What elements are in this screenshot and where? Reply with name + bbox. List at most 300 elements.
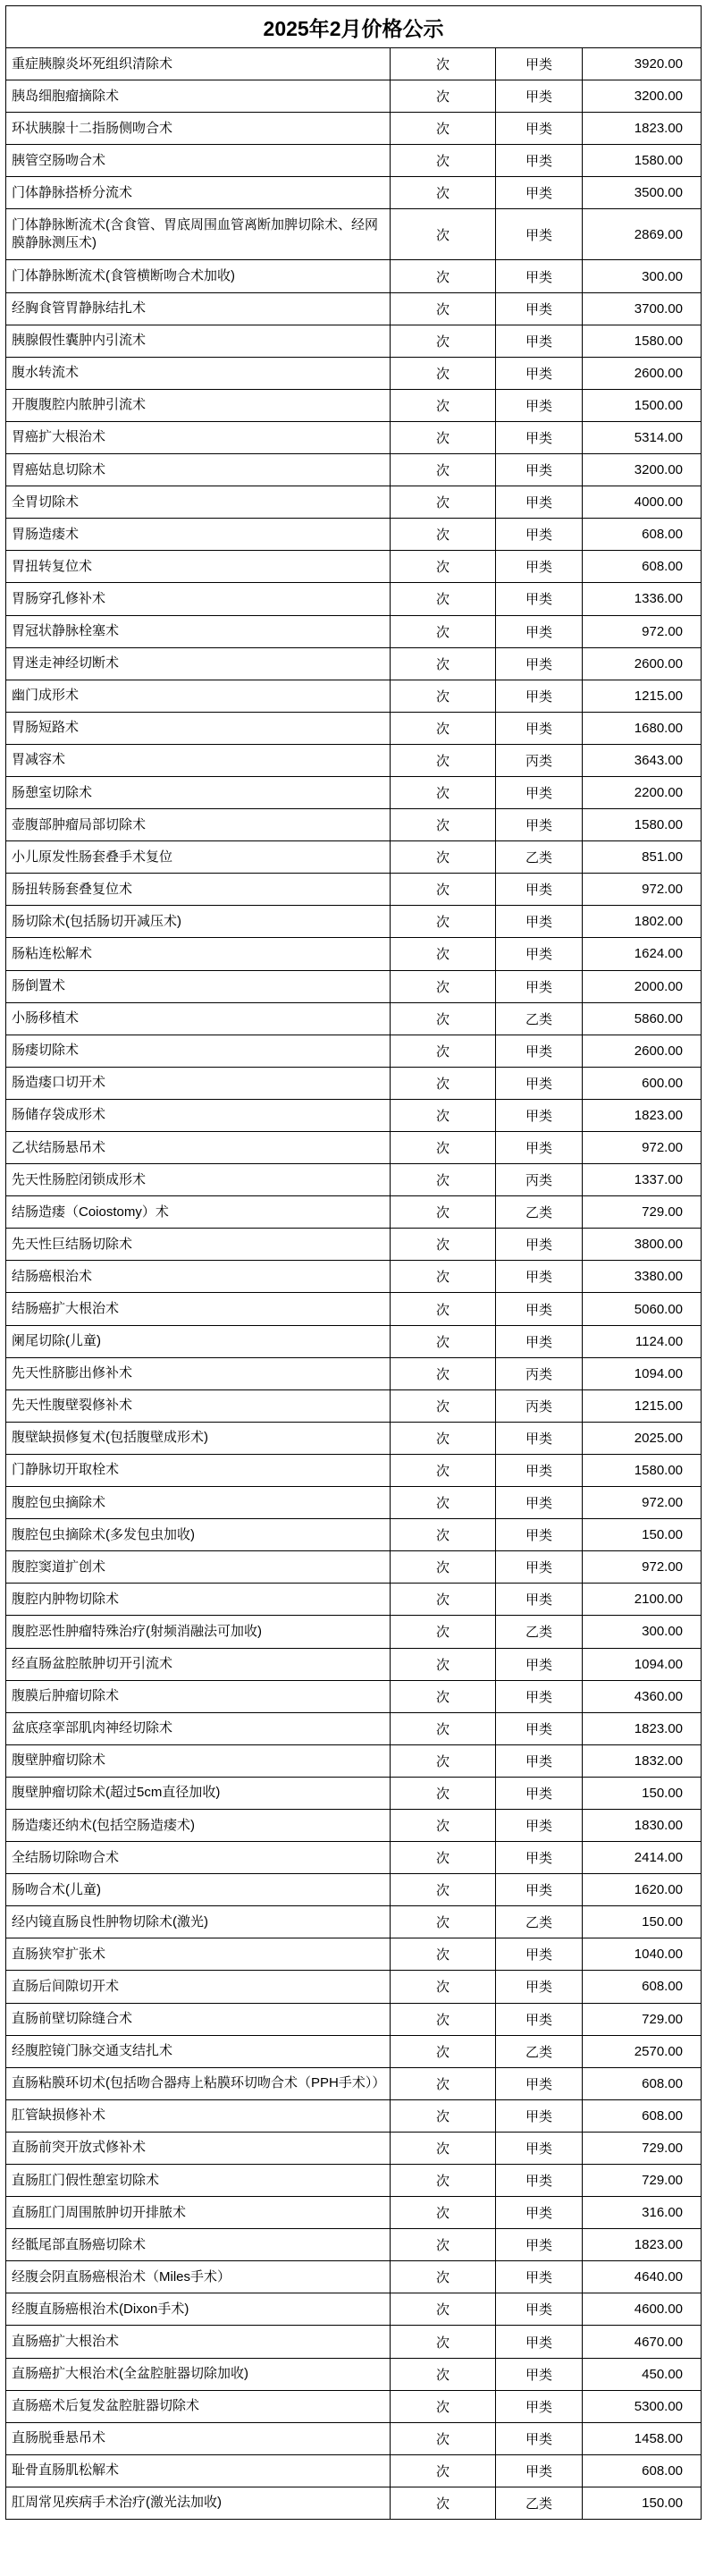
item-name-cell: 胰岛细胞瘤摘除术 xyxy=(6,80,391,113)
table-row xyxy=(6,389,702,421)
table-row xyxy=(6,2487,702,2519)
unit-cell: 次 xyxy=(391,1067,496,1099)
item-name-cell: 盆底痉挛部肌肉神经切除术 xyxy=(6,1712,391,1744)
item-name-cell: 经胸食管胃静脉结扎术 xyxy=(6,292,391,325)
category-cell: 甲类 xyxy=(496,2067,583,2099)
price-cell: 450.00 xyxy=(583,2358,702,2390)
table-row xyxy=(6,2035,702,2067)
price-cell: 851.00 xyxy=(583,841,702,874)
table-row xyxy=(6,647,702,680)
category-cell: 甲类 xyxy=(496,1551,583,1584)
category-cell: 甲类 xyxy=(496,1325,583,1357)
item-name-cell: 腹腔恶性肿瘤特殊治疗(射频消融法可加收) xyxy=(6,1616,391,1648)
price-cell: 729.00 xyxy=(583,1196,702,1229)
item-name-cell: 直肠狭窄扩张术 xyxy=(6,1938,391,1971)
unit-cell: 次 xyxy=(391,2132,496,2164)
unit-cell: 次 xyxy=(391,1357,496,1389)
category-cell: 丙类 xyxy=(496,1164,583,1196)
price-cell: 1620.00 xyxy=(583,1874,702,1906)
table-row xyxy=(6,292,702,325)
price-cell: 1580.00 xyxy=(583,145,702,177)
unit-cell: 次 xyxy=(391,80,496,113)
unit-cell: 次 xyxy=(391,1971,496,2003)
item-name-cell: 阑尾切除(儿童) xyxy=(6,1325,391,1357)
item-name-cell: 先天性脐膨出修补术 xyxy=(6,1357,391,1389)
item-name-cell: 腹壁肿瘤切除术(超过5cm直径加收) xyxy=(6,1777,391,1809)
table-row xyxy=(6,2390,702,2422)
item-name-cell: 经直肠盆腔脓肿切开引流术 xyxy=(6,1648,391,1680)
item-name-cell: 直肠脱垂悬吊术 xyxy=(6,2422,391,2454)
price-cell: 5314.00 xyxy=(583,421,702,453)
unit-cell: 次 xyxy=(391,551,496,583)
unit-cell: 次 xyxy=(391,357,496,389)
unit-cell: 次 xyxy=(391,2293,496,2326)
price-cell: 3500.00 xyxy=(583,177,702,209)
item-name-cell: 直肠癌术后复发盆腔脏器切除术 xyxy=(6,2390,391,2422)
item-name-cell: 环状胰腺十二指肠侧吻合术 xyxy=(6,113,391,145)
item-name-cell: 肠切除术(包括肠切开减压术) xyxy=(6,906,391,938)
price-cell: 608.00 xyxy=(583,2099,702,2132)
item-name-cell: 直肠癌扩大根治术(全盆腔脏器切除加收) xyxy=(6,2358,391,2390)
item-name-cell: 肠吻合术(儿童) xyxy=(6,1874,391,1906)
table-row xyxy=(6,260,702,292)
category-cell: 甲类 xyxy=(496,2422,583,2454)
table-row xyxy=(6,809,702,841)
price-cell: 1458.00 xyxy=(583,2422,702,2454)
table-row xyxy=(6,2132,702,2164)
price-cell: 1830.00 xyxy=(583,1809,702,1841)
table-row xyxy=(6,1229,702,1261)
unit-cell: 次 xyxy=(391,712,496,744)
item-name-cell: 腹腔包虫摘除术 xyxy=(6,1487,391,1519)
table-row xyxy=(6,970,702,1002)
item-name-cell: 腹壁肿瘤切除术 xyxy=(6,1744,391,1777)
category-cell: 甲类 xyxy=(496,970,583,1002)
table-row xyxy=(6,421,702,453)
price-cell: 729.00 xyxy=(583,2165,702,2197)
category-cell: 甲类 xyxy=(496,1229,583,1261)
table-row xyxy=(6,1035,702,1067)
unit-cell: 次 xyxy=(391,325,496,357)
price-cell: 1624.00 xyxy=(583,938,702,970)
table-row xyxy=(6,841,702,874)
category-cell: 甲类 xyxy=(496,1842,583,1874)
table-row xyxy=(6,1744,702,1777)
price-cell: 1215.00 xyxy=(583,680,702,712)
table-row xyxy=(6,2454,702,2487)
unit-cell: 次 xyxy=(391,2261,496,2293)
item-name-cell: 门体静脉断流术(含食管、胃底周围血管离断加脾切除术、经网膜静脉测压术) xyxy=(6,209,391,260)
unit-cell: 次 xyxy=(391,906,496,938)
table-row xyxy=(6,113,702,145)
category-cell: 甲类 xyxy=(496,1874,583,1906)
table-row xyxy=(6,1454,702,1486)
item-name-cell: 胃迷走神经切断术 xyxy=(6,647,391,680)
item-name-cell: 结肠癌扩大根治术 xyxy=(6,1293,391,1325)
table-row xyxy=(6,145,702,177)
table-row xyxy=(6,1842,702,1874)
item-name-cell: 全胃切除术 xyxy=(6,486,391,519)
price-cell: 1215.00 xyxy=(583,1389,702,1422)
category-cell: 甲类 xyxy=(496,48,583,80)
item-name-cell: 开腹腹腔内脓肿引流术 xyxy=(6,389,391,421)
category-cell: 甲类 xyxy=(496,1454,583,1486)
table-row xyxy=(6,1422,702,1454)
table-row xyxy=(6,1293,702,1325)
price-cell: 4360.00 xyxy=(583,1680,702,1712)
price-cell: 5860.00 xyxy=(583,1002,702,1035)
price-cell: 608.00 xyxy=(583,551,702,583)
unit-cell: 次 xyxy=(391,1293,496,1325)
price-cell: 2414.00 xyxy=(583,1842,702,1874)
category-cell: 丙类 xyxy=(496,1389,583,1422)
category-cell: 甲类 xyxy=(496,938,583,970)
price-cell: 4600.00 xyxy=(583,2293,702,2326)
item-name-cell: 肠造瘘口切开术 xyxy=(6,1067,391,1099)
category-cell: 甲类 xyxy=(496,1744,583,1777)
table-row xyxy=(6,680,702,712)
item-name-cell: 经内镜直肠良性肿物切除术(激光) xyxy=(6,1906,391,1938)
unit-cell: 次 xyxy=(391,647,496,680)
unit-cell: 次 xyxy=(391,2035,496,2067)
unit-cell: 次 xyxy=(391,1422,496,1454)
unit-cell: 次 xyxy=(391,615,496,647)
price-cell: 729.00 xyxy=(583,2132,702,2164)
category-cell: 甲类 xyxy=(496,2261,583,2293)
table-row xyxy=(6,906,702,938)
item-name-cell: 重症胰腺炎坏死组织清除术 xyxy=(6,48,391,80)
category-cell: 丙类 xyxy=(496,1357,583,1389)
unit-cell: 次 xyxy=(391,209,496,260)
item-name-cell: 乙状结肠悬吊术 xyxy=(6,1132,391,1164)
price-cell: 1823.00 xyxy=(583,113,702,145)
unit-cell: 次 xyxy=(391,421,496,453)
table-row xyxy=(6,874,702,906)
price-cell: 1802.00 xyxy=(583,906,702,938)
unit-cell: 次 xyxy=(391,874,496,906)
table-row xyxy=(6,2422,702,2454)
price-cell: 150.00 xyxy=(583,1777,702,1809)
price-cell: 1580.00 xyxy=(583,1454,702,1486)
unit-cell: 次 xyxy=(391,2454,496,2487)
item-name-cell: 经腹直肠癌根治术(Dixon手术) xyxy=(6,2293,391,2326)
table-row xyxy=(6,2326,702,2358)
item-name-cell: 全结肠切除吻合术 xyxy=(6,1842,391,1874)
category-cell: 甲类 xyxy=(496,486,583,519)
unit-cell: 次 xyxy=(391,1519,496,1551)
price-cell: 3643.00 xyxy=(583,744,702,776)
table-row xyxy=(6,1971,702,2003)
table-row xyxy=(6,1616,702,1648)
table-row xyxy=(6,1487,702,1519)
category-cell: 甲类 xyxy=(496,1261,583,1293)
table-row xyxy=(6,1938,702,1971)
item-name-cell: 直肠肛门假性憩室切除术 xyxy=(6,2165,391,2197)
item-name-cell: 肠瘘切除术 xyxy=(6,1035,391,1067)
category-cell: 甲类 xyxy=(496,209,583,260)
price-cell: 3380.00 xyxy=(583,1261,702,1293)
item-name-cell: 直肠肛门周围脓肿切开排脓术 xyxy=(6,2197,391,2229)
category-cell: 甲类 xyxy=(496,1067,583,1099)
category-cell: 甲类 xyxy=(496,2358,583,2390)
unit-cell: 次 xyxy=(391,1325,496,1357)
price-cell: 150.00 xyxy=(583,2487,702,2519)
unit-cell: 次 xyxy=(391,1744,496,1777)
table-row xyxy=(6,1680,702,1712)
unit-cell: 次 xyxy=(391,1487,496,1519)
item-name-cell: 胃肠造瘘术 xyxy=(6,519,391,551)
table-row xyxy=(6,209,702,260)
price-cell: 300.00 xyxy=(583,260,702,292)
table-row xyxy=(6,1809,702,1841)
unit-cell: 次 xyxy=(391,145,496,177)
item-name-cell: 耻骨直肠肌松解术 xyxy=(6,2454,391,2487)
item-name-cell: 壶腹部肿瘤局部切除术 xyxy=(6,809,391,841)
unit-cell: 次 xyxy=(391,2067,496,2099)
price-cell: 5300.00 xyxy=(583,2390,702,2422)
price-cell: 1580.00 xyxy=(583,325,702,357)
unit-cell: 次 xyxy=(391,1229,496,1261)
category-cell: 丙类 xyxy=(496,744,583,776)
price-cell: 600.00 xyxy=(583,1067,702,1099)
table-row xyxy=(6,712,702,744)
unit-cell: 次 xyxy=(391,1164,496,1196)
price-cell: 4640.00 xyxy=(583,2261,702,2293)
unit-cell: 次 xyxy=(391,680,496,712)
table-row xyxy=(6,1002,702,1035)
price-cell: 1580.00 xyxy=(583,809,702,841)
unit-cell: 次 xyxy=(391,1906,496,1938)
price-cell: 608.00 xyxy=(583,2454,702,2487)
unit-cell: 次 xyxy=(391,1648,496,1680)
unit-cell: 次 xyxy=(391,1680,496,1712)
price-cell: 3800.00 xyxy=(583,1229,702,1261)
unit-cell: 次 xyxy=(391,1196,496,1229)
category-cell: 甲类 xyxy=(496,1099,583,1131)
table-row xyxy=(6,1648,702,1680)
table-row xyxy=(6,177,702,209)
item-name-cell: 小儿原发性肠套叠手术复位 xyxy=(6,841,391,874)
unit-cell: 次 xyxy=(391,2197,496,2229)
item-name-cell: 胰腺假性囊肿内引流术 xyxy=(6,325,391,357)
table-row xyxy=(6,1261,702,1293)
price-cell: 972.00 xyxy=(583,1132,702,1164)
item-name-cell: 胃肠短路术 xyxy=(6,712,391,744)
unit-cell: 次 xyxy=(391,2422,496,2454)
unit-cell: 次 xyxy=(391,1551,496,1584)
price-cell: 316.00 xyxy=(583,2197,702,2229)
category-cell: 甲类 xyxy=(496,1487,583,1519)
table-row xyxy=(6,583,702,615)
price-cell: 972.00 xyxy=(583,1487,702,1519)
unit-cell: 次 xyxy=(391,1777,496,1809)
category-cell: 甲类 xyxy=(496,1519,583,1551)
category-cell: 甲类 xyxy=(496,1971,583,2003)
category-cell: 甲类 xyxy=(496,292,583,325)
table-row xyxy=(6,1389,702,1422)
item-name-cell: 胃减容术 xyxy=(6,744,391,776)
table-row xyxy=(6,2099,702,2132)
category-cell: 乙类 xyxy=(496,1616,583,1648)
unit-cell: 次 xyxy=(391,260,496,292)
price-cell: 729.00 xyxy=(583,2003,702,2035)
item-name-cell: 肠扭转肠套叠复位术 xyxy=(6,874,391,906)
item-name-cell: 腹腔内肿物切除术 xyxy=(6,1584,391,1616)
item-name-cell: 经腹会阴直肠癌根治术（Miles手术） xyxy=(6,2261,391,2293)
category-cell: 甲类 xyxy=(496,1293,583,1325)
category-cell: 甲类 xyxy=(496,1680,583,1712)
price-cell: 4000.00 xyxy=(583,486,702,519)
table-row xyxy=(6,1874,702,1906)
table-row xyxy=(6,938,702,970)
item-name-cell: 胰管空肠吻合术 xyxy=(6,145,391,177)
unit-cell: 次 xyxy=(391,2390,496,2422)
category-cell: 甲类 xyxy=(496,2165,583,2197)
table-row xyxy=(6,1551,702,1584)
price-cell: 2000.00 xyxy=(583,970,702,1002)
category-cell: 甲类 xyxy=(496,583,583,615)
category-cell: 甲类 xyxy=(496,615,583,647)
table-row xyxy=(6,1325,702,1357)
category-cell: 甲类 xyxy=(496,145,583,177)
price-cell: 972.00 xyxy=(583,874,702,906)
table-row xyxy=(6,744,702,776)
price-cell: 1040.00 xyxy=(583,1938,702,1971)
table-row xyxy=(6,519,702,551)
table-row xyxy=(6,325,702,357)
category-cell: 甲类 xyxy=(496,1712,583,1744)
unit-cell: 次 xyxy=(391,809,496,841)
category-cell: 甲类 xyxy=(496,113,583,145)
item-name-cell: 腹膜后肿瘤切除术 xyxy=(6,1680,391,1712)
category-cell: 甲类 xyxy=(496,906,583,938)
table-row xyxy=(6,2358,702,2390)
table-row xyxy=(6,2067,702,2099)
item-name-cell: 胃肠穿孔修补术 xyxy=(6,583,391,615)
price-cell: 150.00 xyxy=(583,1906,702,1938)
table-row xyxy=(6,2165,702,2197)
category-cell: 乙类 xyxy=(496,2035,583,2067)
title-row xyxy=(6,6,702,48)
table-row xyxy=(6,1196,702,1229)
price-cell: 1337.00 xyxy=(583,1164,702,1196)
unit-cell: 次 xyxy=(391,519,496,551)
category-cell: 甲类 xyxy=(496,1938,583,1971)
category-cell: 甲类 xyxy=(496,177,583,209)
unit-cell: 次 xyxy=(391,776,496,808)
table-row xyxy=(6,48,702,80)
item-name-cell: 肠储存袋成形术 xyxy=(6,1099,391,1131)
category-cell: 甲类 xyxy=(496,2132,583,2164)
item-name-cell: 肠造瘘还纳术(包括空肠造瘘术) xyxy=(6,1809,391,1841)
price-cell: 972.00 xyxy=(583,615,702,647)
price-cell: 1124.00 xyxy=(583,1325,702,1357)
unit-cell: 次 xyxy=(391,1132,496,1164)
unit-cell: 次 xyxy=(391,744,496,776)
unit-cell: 次 xyxy=(391,292,496,325)
price-cell: 1094.00 xyxy=(583,1357,702,1389)
table-row xyxy=(6,551,702,583)
price-table xyxy=(5,5,702,2520)
price-cell: 972.00 xyxy=(583,1551,702,1584)
price-cell: 300.00 xyxy=(583,1616,702,1648)
category-cell: 甲类 xyxy=(496,1035,583,1067)
item-name-cell: 腹腔窦道扩创术 xyxy=(6,1551,391,1584)
category-cell: 甲类 xyxy=(496,680,583,712)
item-name-cell: 先天性巨结肠切除术 xyxy=(6,1229,391,1261)
price-cell: 1680.00 xyxy=(583,712,702,744)
table-row xyxy=(6,1164,702,1196)
price-cell: 1823.00 xyxy=(583,1099,702,1131)
unit-cell: 次 xyxy=(391,486,496,519)
category-cell: 乙类 xyxy=(496,1196,583,1229)
table-row xyxy=(6,1712,702,1744)
price-cell: 150.00 xyxy=(583,1519,702,1551)
category-cell: 甲类 xyxy=(496,325,583,357)
item-name-cell: 先天性腹壁裂修补术 xyxy=(6,1389,391,1422)
category-cell: 乙类 xyxy=(496,841,583,874)
table-row xyxy=(6,1132,702,1164)
item-name-cell: 小肠移植术 xyxy=(6,1002,391,1035)
price-cell: 2600.00 xyxy=(583,647,702,680)
price-cell: 3700.00 xyxy=(583,292,702,325)
price-cell: 3200.00 xyxy=(583,80,702,113)
category-cell: 甲类 xyxy=(496,421,583,453)
category-cell: 甲类 xyxy=(496,1809,583,1841)
table-row xyxy=(6,776,702,808)
table-body xyxy=(6,48,702,2520)
category-cell: 甲类 xyxy=(496,1422,583,1454)
unit-cell: 次 xyxy=(391,1842,496,1874)
price-cell: 2869.00 xyxy=(583,209,702,260)
item-name-cell: 结肠癌根治术 xyxy=(6,1261,391,1293)
category-cell: 甲类 xyxy=(496,454,583,486)
item-name-cell: 胃扭转复位术 xyxy=(6,551,391,583)
unit-cell: 次 xyxy=(391,1712,496,1744)
table-row xyxy=(6,1777,702,1809)
category-cell: 甲类 xyxy=(496,712,583,744)
table-row xyxy=(6,1099,702,1131)
price-cell: 1336.00 xyxy=(583,583,702,615)
unit-cell: 次 xyxy=(391,1874,496,1906)
unit-cell: 次 xyxy=(391,1099,496,1131)
unit-cell: 次 xyxy=(391,113,496,145)
unit-cell: 次 xyxy=(391,2358,496,2390)
category-cell: 甲类 xyxy=(496,357,583,389)
price-cell: 2025.00 xyxy=(583,1422,702,1454)
unit-cell: 次 xyxy=(391,1584,496,1616)
category-cell: 甲类 xyxy=(496,1132,583,1164)
item-name-cell: 结肠造瘘（Coiostomy）术 xyxy=(6,1196,391,1229)
unit-cell: 次 xyxy=(391,1035,496,1067)
price-cell: 608.00 xyxy=(583,2067,702,2099)
item-name-cell: 肠憩室切除术 xyxy=(6,776,391,808)
category-cell: 甲类 xyxy=(496,2454,583,2487)
table-row xyxy=(6,1519,702,1551)
table-row xyxy=(6,1067,702,1099)
unit-cell: 次 xyxy=(391,2326,496,2358)
price-cell: 1823.00 xyxy=(583,1712,702,1744)
item-name-cell: 肛管缺损修补术 xyxy=(6,2099,391,2132)
unit-cell: 次 xyxy=(391,2165,496,2197)
unit-cell: 次 xyxy=(391,1002,496,1035)
unit-cell: 次 xyxy=(391,2229,496,2261)
item-name-cell: 胃冠状静脉栓塞术 xyxy=(6,615,391,647)
table-row xyxy=(6,454,702,486)
category-cell: 甲类 xyxy=(496,776,583,808)
category-cell: 甲类 xyxy=(496,80,583,113)
unit-cell: 次 xyxy=(391,1261,496,1293)
